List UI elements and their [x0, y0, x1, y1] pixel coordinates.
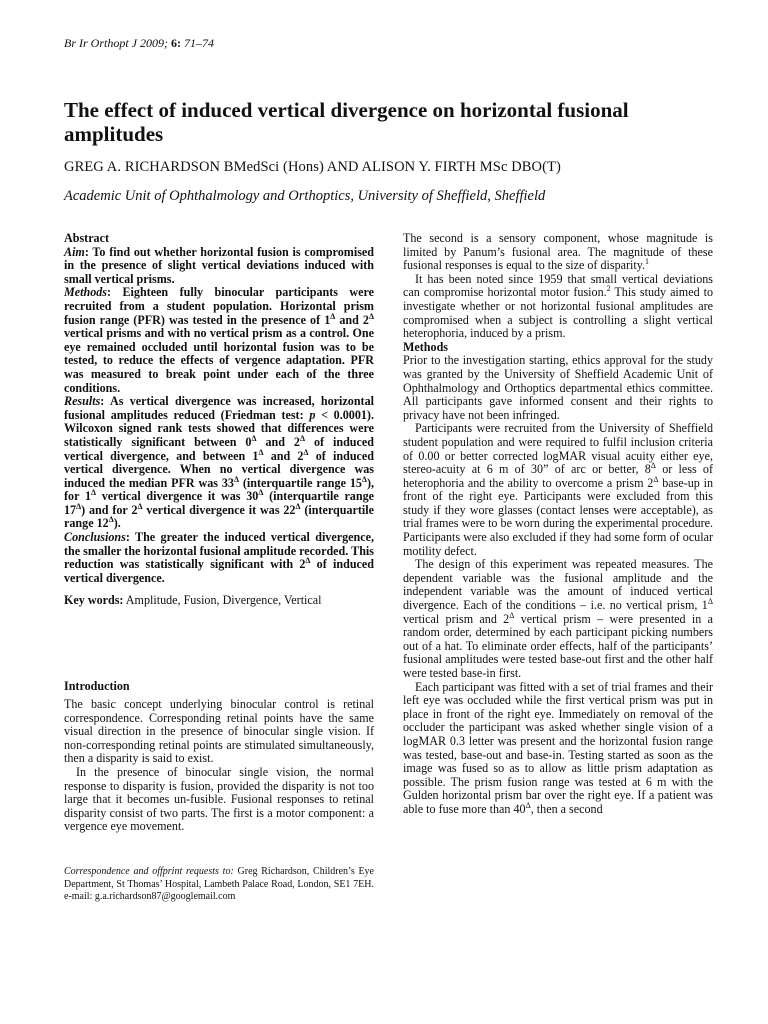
keywords-list: Amplitude, Fusion, Divergence, Vertical	[123, 593, 322, 608]
correspondence-text: Greg Richardson, Children’s Eye Department, St Thomas’ Hospital, Lambeth Palace Road, London, SE1 7EH. e-mail: g.a.richardson87@googlemail.com	[64, 866, 374, 902]
intro-paragraph-3: The second is a sensory component, whose magnitude is limited by Panum’s fusional area. The magnitude of these fusional responses is equal to the size of disparity.$^1$	[403, 231, 713, 273]
results-label: Results	[64, 394, 101, 409]
intro-paragraph-2: In the presence of binocular single vision, the normal response to disparity is fusion, provided the disparity is not too large that it becomes un-fusible. Fusional responses to retinal disparity consist of two parts. The first is a motor component: a vergence eye movement.	[64, 764, 374, 834]
correspondence-lead: Correspondence and offprint requests to:	[64, 866, 234, 877]
article-authors: GREG A. RICHARDSON BMedSci (Hons) AND ALISON Y. FIRTH MSc DBO(T)	[64, 159, 561, 175]
abstract-body	[64, 246, 374, 586]
article-affiliation: Academic Unit of Ophthalmology and Orthoptics, University of Sheffield, Sheffield	[64, 188, 546, 204]
intro-paragraph-1: The basic concept underlying binocular control is retinal correspondence. Corresponding retinal points have the same visual direction in the presence of binocular single vision. If non-corresponding retinal points are stimulated simultaneously, then a disparity is said to exist.	[64, 697, 374, 766]
intro-paragraph-4: It has been noted since 1959 that small vertical deviations can compromise horizontal motor fusion.$^2$ This study aimed to investigate whether or not horizontal fusional amplitudes are compromised when a subject is controlling a slight vertical heterophoria, induced by a prism.	[403, 271, 714, 341]
methods-paragraph-1: Prior to the investigation starting, ethics approval for the study was granted by the University of Sheffield Academic Unit of Ophthalmology and Orthoptics departmental ethics committee. All participants gave informed consent and their rights to privacy have not been infringed.	[403, 353, 713, 422]
right-column	[403, 232, 713, 817]
introduction-body	[64, 698, 374, 834]
methods-paragraph-2: Participants were recruited from the University of Sheffield student population and were required to fulfil inclusion criteria of 0.00 or better corrected logMAR visual acuity either eye, stereo-acuity at 6 m of 30” of arc or better, $8^\Delta$ or less of heterophoria and the ability to overcome a prism $2^\Delta$ base-up in front of the right eye. Participants were excluded from this study if they wore glasses (contact lenses were acceptable), as trial frames were to be worn during the experimental procedure. Participants were also excluded if they had some form of ocular motility defect.	[403, 421, 713, 558]
keywords-label: Key words:	[64, 593, 124, 608]
introduction-heading: Introduction	[64, 679, 130, 693]
abstract-aim: Aim: To find out whether horizontal fusion is compromised in the presence of slight vertical deviations induced with small vertical prisms.	[64, 244, 374, 286]
abstract-results: Results: As vertical divergence was increased, horizontal fusional amplitudes reduced (Friedman test: p < 0.0001). Wilcoxon signed rank tests showed that differences were statistically significant between $0^\Delta$ and $2^\Delta$ of induced vertical divergence, and between $1^\Delta$ and $2^\Delta$ of induced vertical divergence. When no vertical divergence was induced the median PFR was $33^\Delta$ (interquartile range $15^\Delta$), for $1^\Delta$ vertical divergence it was $30^\Delta$ (interquartile range $17^\Delta$) and for $2^\Delta$ vertical divergence it was $22^\Delta$ (interquartile range $12^\Delta$).	[64, 394, 375, 531]
journal-year: 2009;	[140, 36, 168, 50]
journal-volume: 6:	[171, 36, 181, 50]
keywords	[64, 594, 374, 608]
methods-paragraph-3: The design of this experiment was repeated measures. The dependent variable was the fusional amplitude and the independent variable was the amount of induced vertical divergence. Each of the conditions – i.e. no vertical prism, $1^\Delta$ vertical prism and $2^\Delta$ vertical prism – were presented in a random order, determined by each participant picking numbers out of a hat. To eliminate order effects, half of the participants’ fusional amplitudes were tested base-out first and the other half were tested base-in first.	[403, 557, 713, 680]
aim-label: Aim	[64, 244, 85, 259]
abstract-section	[64, 232, 374, 608]
methods-label: Methods	[64, 285, 108, 300]
abstract-heading: Abstract	[64, 231, 110, 245]
methods-paragraph-4: Each participant was fitted with a set of trial frames and their left eye was occluded while the first vertical prism was put in place in front of the right eye. Immediately on removal of the occluder the participant was asked whether single vision of a logMAR 0.3 letter was present and the horizontal fusion range was tested, base-out and base-in. Testing started as soon as the image was fused so as to allow as little prism adaptation as possible. The prism fusion range was tested at 6 m with the Gulden horizontal prism bar over the right eye. If a patient was able to fuse more than $40^\Delta$, then a second	[403, 679, 713, 816]
conclusions-label: Conclusions	[64, 530, 126, 545]
article-title: The effect of induced vertical divergence on horizontal fusional amplitudes	[64, 98, 629, 146]
reference-2: 2	[606, 284, 611, 294]
reference-1: 1	[645, 257, 650, 267]
journal-pages: 71–74	[184, 36, 214, 50]
journal-name: Br Ir Orthopt J	[64, 36, 137, 50]
methods-heading: Methods	[403, 339, 449, 354]
abstract-conclusions: Conclusions: The greater the induced vertical divergence, the smaller the horizontal fusional amplitude recorded. This reduction was statistically significant with $2^\Delta$ of induced vertical divergence.	[64, 530, 375, 585]
journal-reference	[64, 36, 214, 51]
abstract-methods: Methods: Eighteen fully binocular participants were recruited from a student population. Horizontal prism fusion range (PFR) was tested in the presence of $1^\Delta$ and $2^\Delta$ vertical prisms and with no vertical prism as a control. One eye remained occluded until horizontal fusion was to be tested, to reduce the effects of vergence adaptation. PFR was measured to break point under each of the three conditions.	[64, 285, 374, 395]
correspondence-note	[64, 866, 374, 904]
